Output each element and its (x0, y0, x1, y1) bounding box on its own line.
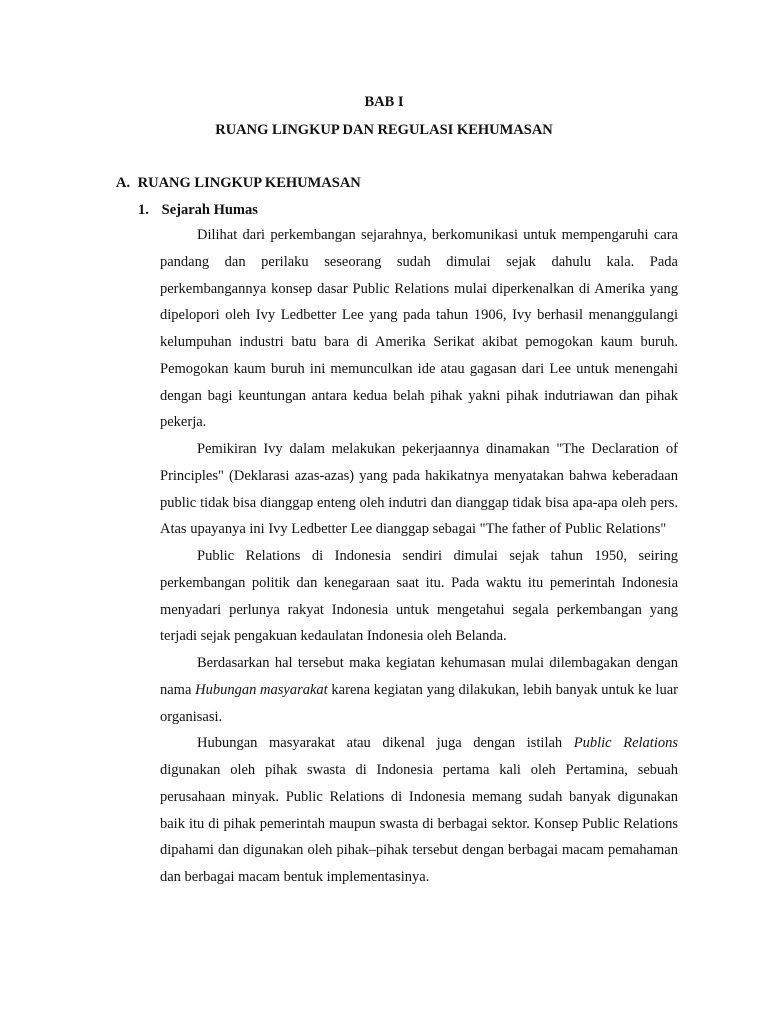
italic-term-public-relations: Public Relations (573, 735, 678, 752)
section-heading (116, 173, 361, 193)
paragraph-hubungan-masyarakat (160, 650, 678, 730)
subsection-heading (138, 200, 258, 220)
section-title: RUANG LINGKUP KEHUMASAN (137, 175, 361, 191)
chapter-number: BAB I (364, 94, 404, 110)
paragraph-text-start: Berdasarkan hal tersebut maka kegiatan kehumasan mulai dilembagakan dengan nama (160, 655, 678, 698)
paragraph-ivy-lee-history: Dilihat dari perkembangan sejarahnya, berkomunikasi untuk mempengaruhi cara pandang dan perilaku seseorang sudah dimulai sejak dahulu kala. Pada perkembangannya konsep dasar Public Relations mulai diperkenalkan di Amerika yang dipelopori oleh Ivy Ledbetter Lee yang pada tahun 1906, Ivy berhasil menanggulangi kelumpuhan industri batu bara di Amerika Serikat akibat pemogokan kaum buruh. Pemogokan kaum buruh ini memunculkan ide atau gagasan dari Lee untuk menengahi dengan bagi keuntungan antara kedua belah pihak yakni pihak indutriawan dan pihak pekerja. (160, 227, 678, 431)
paragraph-pertamina (160, 730, 678, 891)
section-marker: A. (116, 175, 131, 191)
paragraph-text-start: Hubungan masyarakat atau dikenal juga dengan istilah (197, 735, 574, 752)
subsection-marker: 1. (138, 202, 149, 218)
chapter-title: RUANG LINGKUP DAN REGULASI KEHUMASAN (215, 122, 553, 138)
paragraph-declaration-of-principles: Pemikiran Ivy dalam melakukan pekerjaannya dinamakan "The Declaration of Principles" (Deklarasi azas-azas) yang pada hakikatnya menyatakan bahwa keberadaan public tidak bisa dianggap enteng oleh indutri dan dianggap tidak bisa apa-apa oleh pers. Atas upayanya ini Ivy Ledbetter Lee dianggap sebagai "The father of Public Relations" (160, 441, 678, 538)
paragraph-pr-in-indonesia: Public Relations di Indonesia sendiri dimulai sejak tahun 1950, seiring perkembangan politik dan kenegaraan saat itu. Pada waktu itu pemerintah Indonesia menyadari perlunya rakyat Indonesia untuk mengetahui segala perkembangan yang terjadi sejak pengakuan kedaulatan Indonesia oleh Belanda. (160, 548, 678, 645)
paragraph-text-end: karena kegiatan yang dilakukan, lebih banyak untuk ke luar organisasi. (160, 681, 678, 725)
subsection-title: Sejarah Humas (161, 202, 258, 218)
body-text (160, 222, 678, 891)
italic-term-hubungan-masyarakat: Hubungan masyarakat (195, 681, 328, 698)
paragraph-text-end: digunakan oleh pihak swasta di Indonesia pertama kali oleh Pertamina, sebuah perusahaan minyak. Public Relations di Indonesia memang sudah banyak digunakan baik itu di pihak pemerintah maupun swasta di berbagai sektor. Konsep Public Relations dipahami dan digunakan oleh pihak–pihak tersebut dengan berbagai macam pemahaman dan berbagai macam bentuk implementasinya. (160, 762, 678, 885)
